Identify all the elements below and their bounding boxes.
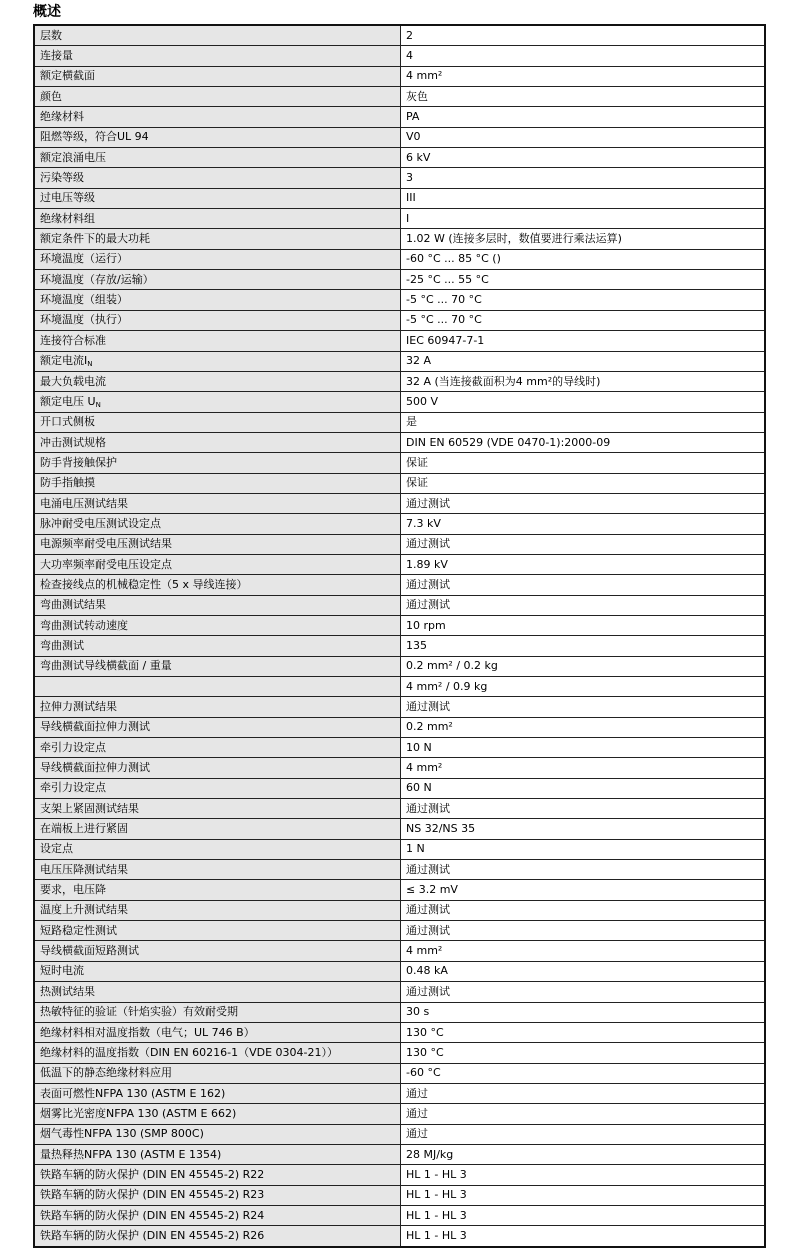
table-row bbox=[34, 1205, 765, 1225]
table-row bbox=[34, 880, 765, 900]
table-row bbox=[34, 554, 765, 574]
row-value: 500 V bbox=[401, 392, 766, 412]
row-label: 量热释热NFPA 130 (ASTM E 1354) bbox=[34, 1144, 401, 1164]
row-value: -5 °C ... 70 °C bbox=[401, 290, 766, 310]
row-value: 3 bbox=[401, 168, 766, 188]
row-label: 检查接线点的机械稳定性（5 x 导线连接） bbox=[34, 575, 401, 595]
row-label: 支架上紧固测试结果 bbox=[34, 799, 401, 819]
row-value: 通过测试 bbox=[401, 534, 766, 554]
row-label: 烟雾比光密度NFPA 130 (ASTM E 662) bbox=[34, 1104, 401, 1124]
row-value: 通过测试 bbox=[401, 493, 766, 513]
row-value: HL 1 - HL 3 bbox=[401, 1226, 766, 1247]
row-label-subscript: N bbox=[87, 360, 93, 369]
row-value: I bbox=[401, 209, 766, 229]
table-row bbox=[34, 595, 765, 615]
row-label: 在端板上进行紧固 bbox=[34, 819, 401, 839]
row-value: 通过测试 bbox=[401, 575, 766, 595]
table-row bbox=[34, 1185, 765, 1205]
table-row bbox=[34, 758, 765, 778]
row-value: 通过测试 bbox=[401, 921, 766, 941]
row-label: 电压压降测试结果 bbox=[34, 860, 401, 880]
row-label: 环境温度（运行） bbox=[34, 249, 401, 269]
table-row bbox=[34, 371, 765, 391]
row-label: 脉冲耐受电压测试设定点 bbox=[34, 514, 401, 534]
row-label-text: 额定电流 bbox=[40, 354, 84, 368]
table-row bbox=[34, 941, 765, 961]
table-row bbox=[34, 1002, 765, 1022]
row-value: 4 mm² bbox=[401, 66, 766, 86]
row-label: 短时电流 bbox=[34, 961, 401, 981]
row-label: 最大负载电流 bbox=[34, 371, 401, 391]
table-row bbox=[34, 331, 765, 351]
row-value: V0 bbox=[401, 127, 766, 147]
row-value: 通过测试 bbox=[401, 900, 766, 920]
table-row bbox=[34, 575, 765, 595]
row-value: -5 °C ... 70 °C bbox=[401, 310, 766, 330]
table-row bbox=[34, 127, 765, 147]
table-row bbox=[34, 839, 765, 859]
table-row bbox=[34, 1043, 765, 1063]
row-label: 弯曲测试导线横截面 / 重量 bbox=[34, 656, 401, 676]
table-row bbox=[34, 249, 765, 269]
row-value: 通过 bbox=[401, 1124, 766, 1144]
row-label-symbol: I bbox=[84, 354, 88, 368]
table-row bbox=[34, 87, 765, 107]
row-value: 10 N bbox=[401, 738, 766, 758]
table-row bbox=[34, 636, 765, 656]
table-row bbox=[34, 1104, 765, 1124]
row-value: 32 A (当连接截面积为4 mm²的导线时) bbox=[401, 371, 766, 391]
table-row bbox=[34, 717, 765, 737]
row-value: 1 N bbox=[401, 839, 766, 859]
table-row bbox=[34, 270, 765, 290]
row-label bbox=[34, 677, 401, 697]
row-value: 通过测试 bbox=[401, 595, 766, 615]
row-label: 冲击测试规格 bbox=[34, 432, 401, 452]
row-label bbox=[34, 392, 401, 412]
row-label: 短路稳定性测试 bbox=[34, 921, 401, 941]
row-label bbox=[34, 351, 401, 371]
row-label: 弯曲测试 bbox=[34, 636, 401, 656]
specification-table bbox=[33, 24, 766, 1248]
table-row bbox=[34, 819, 765, 839]
row-label: 绝缘材料的温度指数（DIN EN 60216-1（VDE 0304-21）） bbox=[34, 1043, 401, 1063]
table-row bbox=[34, 697, 765, 717]
row-value: 灰色 bbox=[401, 87, 766, 107]
row-label: 表面可燃性NFPA 130 (ASTM E 162) bbox=[34, 1083, 401, 1103]
row-value: 通过 bbox=[401, 1083, 766, 1103]
table-row bbox=[34, 310, 765, 330]
row-label: 防手背接触保护 bbox=[34, 453, 401, 473]
row-label: 弯曲测试转动速度 bbox=[34, 615, 401, 635]
row-value: 0.48 kA bbox=[401, 961, 766, 981]
table-row bbox=[34, 209, 765, 229]
row-label: 绝缘材料组 bbox=[34, 209, 401, 229]
row-label: 弯曲测试结果 bbox=[34, 595, 401, 615]
row-label: 额定横截面 bbox=[34, 66, 401, 86]
row-value: NS 32/NS 35 bbox=[401, 819, 766, 839]
row-label: 防手指触摸 bbox=[34, 473, 401, 493]
row-value: ≤ 3.2 mV bbox=[401, 880, 766, 900]
row-label: 铁路车辆的防火保护 (DIN EN 45545-2) R26 bbox=[34, 1226, 401, 1247]
row-value: -25 °C ... 55 °C bbox=[401, 270, 766, 290]
row-value: IEC 60947-7-1 bbox=[401, 331, 766, 351]
row-label: 污染等级 bbox=[34, 168, 401, 188]
row-value: 4 mm² bbox=[401, 941, 766, 961]
row-value: 通过测试 bbox=[401, 982, 766, 1002]
table-row bbox=[34, 1022, 765, 1042]
table-row bbox=[34, 351, 765, 371]
row-label: 热敏特征的验证（针焰实验）有效耐受期 bbox=[34, 1002, 401, 1022]
row-label: 铁路车辆的防火保护 (DIN EN 45545-2) R24 bbox=[34, 1205, 401, 1225]
table-row bbox=[34, 615, 765, 635]
row-value: 4 mm² bbox=[401, 758, 766, 778]
table-row bbox=[34, 229, 765, 249]
row-value: 通过测试 bbox=[401, 799, 766, 819]
row-value: 7.3 kV bbox=[401, 514, 766, 534]
row-value: HL 1 - HL 3 bbox=[401, 1205, 766, 1225]
table-row bbox=[34, 25, 765, 46]
row-label: 要求，电压降 bbox=[34, 880, 401, 900]
table-row bbox=[34, 982, 765, 1002]
row-label: 导线横截面拉伸力测试 bbox=[34, 758, 401, 778]
row-label: 额定浪涌电压 bbox=[34, 148, 401, 168]
row-label: 电源频率耐受电压测试结果 bbox=[34, 534, 401, 554]
row-label: 导线横截面短路测试 bbox=[34, 941, 401, 961]
row-label: 绝缘材料相对温度指数（电气；UL 746 B） bbox=[34, 1022, 401, 1042]
row-value: 是 bbox=[401, 412, 766, 432]
table-row bbox=[34, 168, 765, 188]
row-value: 保证 bbox=[401, 473, 766, 493]
row-label: 绝缘材料 bbox=[34, 107, 401, 127]
row-label: 低温下的静态绝缘材料应用 bbox=[34, 1063, 401, 1083]
row-value: PA bbox=[401, 107, 766, 127]
row-value: III bbox=[401, 188, 766, 208]
row-value: 0.2 mm² / 0.2 kg bbox=[401, 656, 766, 676]
row-value: -60 °C ... 85 °C () bbox=[401, 249, 766, 269]
row-value: 1.02 W (连接多层时，数值要进行乘法运算) bbox=[401, 229, 766, 249]
row-value: 10 rpm bbox=[401, 615, 766, 635]
row-value: 保证 bbox=[401, 453, 766, 473]
row-value: 0.2 mm² bbox=[401, 717, 766, 737]
row-label-symbol: U bbox=[87, 394, 96, 408]
table-row bbox=[34, 677, 765, 697]
row-value: 135 bbox=[401, 636, 766, 656]
table-row bbox=[34, 900, 765, 920]
table-row bbox=[34, 493, 765, 513]
row-value: 通过测试 bbox=[401, 860, 766, 880]
row-label: 拉伸力测试结果 bbox=[34, 697, 401, 717]
table-row bbox=[34, 188, 765, 208]
row-value: HL 1 - HL 3 bbox=[401, 1185, 766, 1205]
row-label: 牵引力设定点 bbox=[34, 738, 401, 758]
row-label: 环境温度（执行） bbox=[34, 310, 401, 330]
table-row bbox=[34, 453, 765, 473]
row-label: 连接符合标准 bbox=[34, 331, 401, 351]
table-row bbox=[34, 656, 765, 676]
row-label: 颜色 bbox=[34, 87, 401, 107]
table-row bbox=[34, 107, 765, 127]
table-row bbox=[34, 412, 765, 432]
row-label: 层数 bbox=[34, 25, 401, 46]
specification-table-body bbox=[34, 25, 765, 1247]
row-value: 4 bbox=[401, 46, 766, 66]
table-row bbox=[34, 473, 765, 493]
row-value: 4 mm² / 0.9 kg bbox=[401, 677, 766, 697]
table-row bbox=[34, 432, 765, 452]
row-value: 130 °C bbox=[401, 1022, 766, 1042]
table-row bbox=[34, 46, 765, 66]
table-row bbox=[34, 778, 765, 798]
table-row bbox=[34, 392, 765, 412]
row-label: 阻燃等级，符合UL 94 bbox=[34, 127, 401, 147]
row-value: 6 kV bbox=[401, 148, 766, 168]
table-row bbox=[34, 1226, 765, 1247]
row-label: 烟气毒性NFPA 130 (SMP 800C) bbox=[34, 1124, 401, 1144]
row-value: 2 bbox=[401, 25, 766, 46]
row-label: 过电压等级 bbox=[34, 188, 401, 208]
row-label: 开口式侧板 bbox=[34, 412, 401, 432]
table-row bbox=[34, 534, 765, 554]
table-row bbox=[34, 1144, 765, 1164]
row-label: 额定条件下的最大功耗 bbox=[34, 229, 401, 249]
table-row bbox=[34, 1165, 765, 1185]
row-value: 通过 bbox=[401, 1104, 766, 1124]
section-title: 概述 bbox=[33, 4, 61, 20]
table-row bbox=[34, 921, 765, 941]
row-label: 环境温度（存放/运输） bbox=[34, 270, 401, 290]
table-row bbox=[34, 514, 765, 534]
table-row bbox=[34, 148, 765, 168]
table-row bbox=[34, 66, 765, 86]
row-label-subscript: N bbox=[95, 400, 101, 409]
table-row bbox=[34, 1083, 765, 1103]
table-row bbox=[34, 738, 765, 758]
row-label: 环境温度（组装） bbox=[34, 290, 401, 310]
table-row bbox=[34, 961, 765, 981]
table-row bbox=[34, 1124, 765, 1144]
row-label: 大功率频率耐受电压设定点 bbox=[34, 554, 401, 574]
row-value: DIN EN 60529 (VDE 0470-1):2000-09 bbox=[401, 432, 766, 452]
row-label: 导线横截面拉伸力测试 bbox=[34, 717, 401, 737]
row-label: 铁路车辆的防火保护 (DIN EN 45545-2) R23 bbox=[34, 1185, 401, 1205]
row-value: 28 MJ/kg bbox=[401, 1144, 766, 1164]
row-label: 连接量 bbox=[34, 46, 401, 66]
row-value: 32 A bbox=[401, 351, 766, 371]
row-value: 1.89 kV bbox=[401, 554, 766, 574]
row-label: 设定点 bbox=[34, 839, 401, 859]
row-value: -60 °C bbox=[401, 1063, 766, 1083]
row-value: HL 1 - HL 3 bbox=[401, 1165, 766, 1185]
row-label: 温度上升测试结果 bbox=[34, 900, 401, 920]
row-label: 铁路车辆的防火保护 (DIN EN 45545-2) R22 bbox=[34, 1165, 401, 1185]
row-label: 热测试结果 bbox=[34, 982, 401, 1002]
row-value: 60 N bbox=[401, 778, 766, 798]
row-label: 电涌电压测试结果 bbox=[34, 493, 401, 513]
table-row bbox=[34, 1063, 765, 1083]
row-label-text: 额定电压 bbox=[40, 394, 88, 408]
table-row bbox=[34, 860, 765, 880]
row-label: 牵引力设定点 bbox=[34, 778, 401, 798]
table-row bbox=[34, 290, 765, 310]
row-value: 130 °C bbox=[401, 1043, 766, 1063]
row-value: 通过测试 bbox=[401, 697, 766, 717]
table-row bbox=[34, 799, 765, 819]
row-value: 30 s bbox=[401, 1002, 766, 1022]
